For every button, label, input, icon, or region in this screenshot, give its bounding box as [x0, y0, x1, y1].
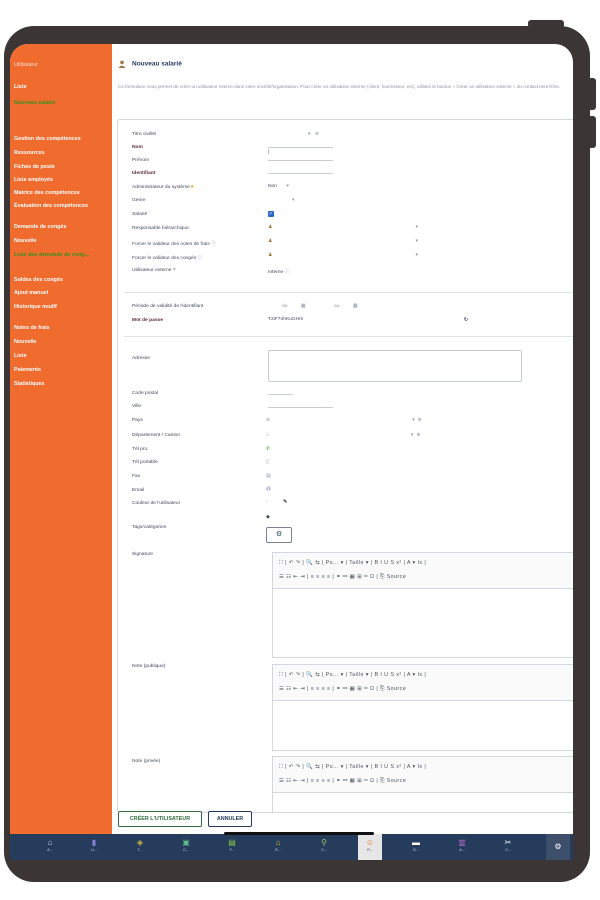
- sidebar-item-ressources[interactable]: Ressources: [14, 150, 45, 156]
- phone-mobile-input[interactable]: [266, 459, 366, 465]
- gender-label: Genre: [132, 198, 146, 203]
- folder-icon: ▬: [412, 838, 420, 847]
- bank-icon: ⌂: [275, 838, 281, 847]
- address-textarea[interactable]: [268, 350, 522, 382]
- external-value: Interne ⓘ: [268, 270, 290, 275]
- editor-toolbar: [273, 553, 573, 589]
- editor-toolbar-row1[interactable]: ⛶ | ↶ ↷ | 🔍 ⇆ | Po... ▾ | Taille ▾ | B I U S x² | A ▾ Ix |: [279, 560, 427, 566]
- section-divider: [124, 336, 573, 337]
- employee-checkbox[interactable]: ✓: [268, 211, 274, 217]
- cancel-button[interactable]: ANNULER: [208, 811, 252, 827]
- color-label: Couleur de l'utilisateur: [132, 501, 181, 506]
- calendar-icon: ▦: [352, 304, 358, 309]
- editor-toolbar-row1[interactable]: ⛶ | ↶ ↷ | 🔍 ⇆ | Po... ▾ | Taille ▾ | B I U S x² | A ▾ Ix |: [279, 764, 427, 770]
- user-add-icon: [118, 60, 126, 68]
- login-input[interactable]: [268, 166, 333, 174]
- civility-select[interactable]: ▾ ⊕: [308, 131, 320, 137]
- calendar-icon: ▦: [300, 304, 306, 309]
- fax-label: Fax: [132, 474, 141, 479]
- password-label: Mot de passe: [132, 318, 163, 323]
- sidebar-item-gestion-competences[interactable]: Gestion des compétences: [14, 136, 81, 142]
- tray-item-hr[interactable]: ☺ R...: [358, 834, 382, 860]
- tray-item-settings[interactable]: [546, 834, 570, 860]
- phone-icon: ✆: [266, 447, 271, 452]
- tray-item-thirdparties[interactable]: ◈ T...: [128, 838, 152, 852]
- admin-label: Administrateur du système★: [132, 185, 195, 190]
- country-label: Pays: [132, 418, 143, 423]
- tray-item-home[interactable]: ⌂ A...: [38, 838, 62, 852]
- sidebar-item-soldes-conges[interactable]: Soldes des congés: [14, 277, 63, 283]
- note-private-editor[interactable]: [272, 756, 573, 813]
- tags-label: Tags/catégories: [132, 525, 167, 530]
- star-icon: ★: [189, 185, 195, 190]
- supervisor-select[interactable]: ♟ ▾: [268, 224, 418, 230]
- validity-from-input[interactable]: du ▦: [282, 304, 306, 309]
- note-public-label: Note (publique): [132, 664, 166, 669]
- section-divider: [124, 292, 573, 293]
- at-icon: @: [266, 487, 271, 492]
- tag-icon: ◆: [266, 515, 270, 520]
- user-form: [117, 119, 573, 813]
- power-button: [528, 20, 564, 28]
- tray-item-tools[interactable]: ✂ O...: [496, 838, 520, 852]
- bottom-menu-bar: [10, 834, 573, 860]
- lastname-input[interactable]: |: [268, 140, 333, 148]
- info-icon: ⓘ: [197, 256, 203, 261]
- sidebar-item-liste-demandes-conges[interactable]: Liste des demande de cong...: [14, 252, 90, 258]
- expense-validator-select[interactable]: ♟ ▾: [268, 238, 418, 244]
- editor-toolbar: [273, 665, 573, 701]
- sidebar-item-utilisateur[interactable]: Utilisateur: [14, 62, 38, 68]
- sidebar-item-paiements[interactable]: Paiements: [14, 367, 41, 373]
- sidebar-item-evaluation-competences[interactable]: Évaluation des compétences: [14, 203, 88, 209]
- tray-item-files[interactable]: ▤ F...: [220, 838, 244, 852]
- sidebar-item-fiches-poste[interactable]: Fiches de poste: [14, 164, 55, 170]
- state-select[interactable]: ⌂ ▾ ⊕: [266, 432, 421, 438]
- intro-text: Ce formulaire vous permet de créer un utilisateur interne dans votre société/organisation. Pour créer un utilisateur externe (client, fournisseur, etc), utilisez le bouton « Créer un utilisateur externe » du contact tiers fiche.: [118, 84, 561, 89]
- external-label: Utilisateur externe ?: [132, 268, 176, 273]
- tray-item-reports[interactable]: ▥ A...: [450, 838, 474, 852]
- info-icon: ⓘ: [284, 270, 290, 275]
- holiday-validator-label: Forcer le valideur des congés ⓘ: [132, 256, 203, 261]
- validity-label: Période de validité de l'identifiant: [132, 304, 204, 309]
- mobile-icon: ▯: [266, 460, 269, 465]
- holiday-validator-select[interactable]: ♟ ▾: [268, 252, 418, 258]
- info-icon: ⓘ: [211, 242, 217, 247]
- password-input[interactable]: T2iF7ohKuGHm ↻: [268, 317, 468, 323]
- zip-label: Code postal: [132, 391, 159, 396]
- email-label: Email: [132, 488, 145, 493]
- town-input[interactable]: [268, 400, 333, 408]
- note-public-editor[interactable]: [272, 664, 573, 751]
- sidebar-item-nouvelle-conge[interactable]: Nouvelle: [14, 238, 37, 244]
- town-label: Ville: [132, 404, 142, 409]
- phone-mobile-label: Tél portable: [132, 460, 158, 465]
- fax-icon: ▤: [266, 474, 271, 479]
- phone-pro-label: Tél pro.: [132, 447, 149, 452]
- sidebar-item-nouvelle-note[interactable]: Nouvelle: [14, 339, 37, 345]
- main-content: [112, 44, 573, 834]
- refresh-icon[interactable]: ↻: [463, 318, 468, 323]
- signature-label: Signature: [132, 552, 153, 557]
- volume-down-button: [588, 116, 596, 148]
- file-icon: ▤: [228, 838, 236, 847]
- email-input[interactable]: [266, 487, 506, 492]
- editor-toolbar-row2[interactable]: ☰ ☷ ⇤ ⇥ | ≡ ≡ ≡ ≡ | ⚭ ⚯ ▦ ⊞ ═ Ω | ⎘ Source: [279, 686, 407, 692]
- sidebar-item-liste-notes[interactable]: Liste: [14, 353, 27, 359]
- admin-select[interactable]: Non ▾: [268, 183, 289, 189]
- zip-input[interactable]: [268, 387, 293, 395]
- tray-item-documents[interactable]: ▬ D...: [404, 838, 428, 852]
- tools-icon: ✂: [504, 838, 512, 847]
- globe-icon: ⊘: [266, 418, 271, 423]
- app-screen: [10, 44, 573, 834]
- user-icon: ▮: [91, 838, 97, 847]
- sidebar-item-liste-employes[interactable]: Liste employés: [14, 177, 53, 183]
- state-label: Département / Canton: [132, 433, 181, 438]
- sidebar: [10, 44, 112, 834]
- tray-item-search[interactable]: ⚲ C...: [312, 838, 336, 852]
- gear-icon: ⚙: [554, 842, 562, 851]
- sidebar-item-liste[interactable]: Liste: [14, 84, 27, 90]
- expense-validator-label: Forcer le valideur des notes de frais ⓘ: [132, 242, 217, 247]
- sidebar-item-nouveau-salarie[interactable]: Nouveau salarié: [14, 100, 56, 106]
- sidebar-item-notes-de-frais[interactable]: Notes de frais: [14, 325, 50, 331]
- page-header: [118, 60, 182, 68]
- tray-item-users[interactable]: ▮ U...: [82, 838, 106, 852]
- fax-input[interactable]: [266, 473, 366, 479]
- validity-to-input[interactable]: au ▦: [334, 304, 358, 309]
- page-title: Nouveau salarié: [132, 60, 182, 68]
- firstname-input[interactable]: [268, 153, 333, 161]
- employee-label: Salarié: [132, 212, 148, 217]
- editor-toolbar-row2[interactable]: ☰ ☷ ⇤ ⇥ | ≡ ≡ ≡ ≡ | ⚭ ⚯ ▦ ⊞ ═ Ω | ⎘ Source: [279, 778, 407, 784]
- building-icon: ▣: [182, 838, 190, 847]
- note-private-label: Note (privée): [132, 759, 161, 764]
- create-user-button[interactable]: CRÉER L'UTILISATEUR: [118, 811, 202, 827]
- handshake-icon: ◈: [136, 838, 144, 847]
- signature-editor[interactable]: [272, 552, 573, 658]
- phone-pro-input[interactable]: [266, 446, 366, 452]
- tray-item-companies[interactable]: ▣ C...: [174, 838, 198, 852]
- firstname-label: Prénom: [132, 158, 150, 163]
- supervisor-label: Responsable hiérarchique: [132, 226, 189, 231]
- gender-select[interactable]: ▾: [292, 197, 295, 203]
- tray-item-bank[interactable]: ⌂ B...: [266, 838, 290, 852]
- volume-up-button: [588, 78, 596, 110]
- sidebar-item-statistiques[interactable]: Statistiques: [14, 381, 45, 387]
- user-icon: ♟: [268, 239, 273, 244]
- country-select[interactable]: ⊘ ▾ ⊕: [266, 417, 422, 423]
- user-icon: ♟: [268, 253, 273, 258]
- map-icon: ⌂: [266, 433, 269, 438]
- civility-label: Titre civilité: [132, 132, 157, 137]
- sidebar-item-ajout-manuel[interactable]: Ajout manuel: [14, 290, 49, 296]
- sidebar-item-historique-modif[interactable]: Historique modif: [14, 304, 57, 310]
- sidebar-item-demande-conges[interactable]: Demande de congés: [14, 224, 67, 230]
- login-label: Identifiant: [132, 171, 156, 176]
- editor-toolbar: [273, 757, 573, 793]
- edit-icon[interactable]: ✎: [283, 500, 288, 505]
- sidebar-item-matrice-competences[interactable]: Matrice des compétences: [14, 190, 80, 196]
- report-icon: ▥: [458, 838, 466, 847]
- search-icon: ⚲: [321, 838, 327, 847]
- editor-toolbar-row2[interactable]: ☰ ☷ ⇤ ⇥ | ≡ ≡ ≡ ≡ | ⚭ ⚯ ▦ ⊞ ═ Ω | ⎘ Source: [279, 574, 407, 580]
- tags-add-button[interactable]: ⚙: [266, 527, 292, 543]
- lastname-label: Nom: [132, 145, 143, 150]
- people-icon: ☺: [365, 838, 375, 847]
- user-icon: ♟: [268, 225, 273, 230]
- home-icon: ⌂: [47, 838, 53, 847]
- editor-toolbar-row1[interactable]: ⛶ | ↶ ↷ | 🔍 ⇆ | Po... ▾ | Taille ▾ | B I U S x² | A ▾ Ix |: [279, 672, 427, 678]
- color-picker[interactable]: ▫ ✎: [266, 500, 288, 505]
- address-label: Adresse: [132, 356, 150, 361]
- home-indicator: [224, 832, 374, 835]
